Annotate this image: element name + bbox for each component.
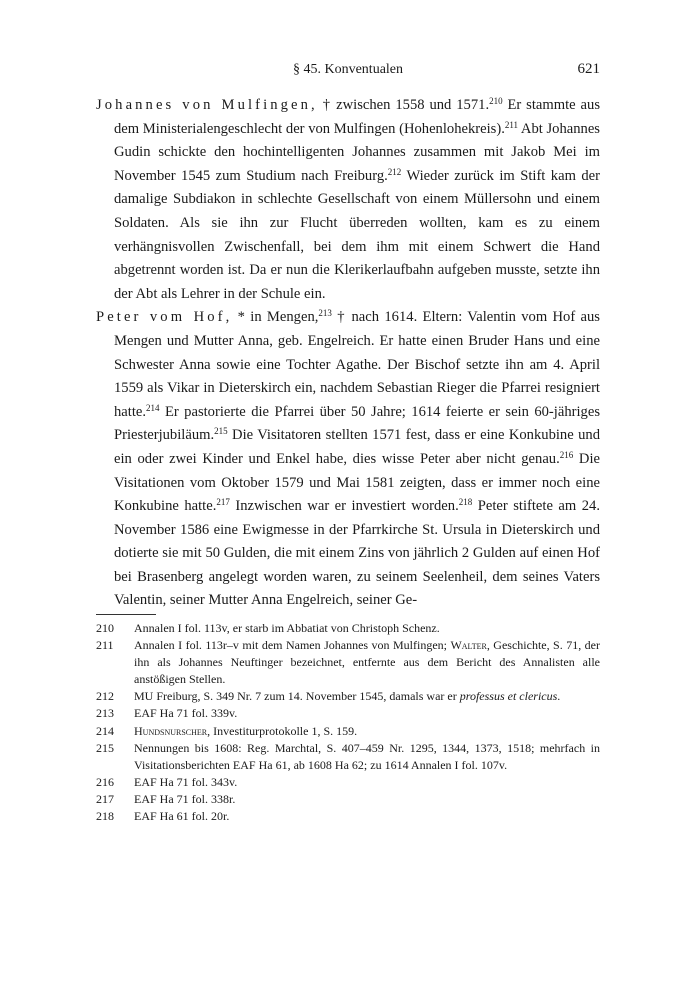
footnote-ref: 210 bbox=[489, 96, 503, 106]
footnote-number: 212 bbox=[96, 689, 114, 704]
footnote: 215 Nennungen bis 1608: Reg. Marchtal, S. 407–459 Nr. 1295, 1344, 1373, 1518; mehrfach in Visitationsberichten EAF Ha 61, ab 1608 Ha 62; zu 1614 Annalen I fol. 107v. bbox=[96, 740, 600, 772]
footnote-ref: 211 bbox=[504, 119, 519, 130]
latin-phrase: professus et clericus bbox=[459, 689, 558, 704]
footnote-ref: 218 bbox=[458, 497, 473, 508]
footnote: 218 EAF Ha 61 fol. 20r. bbox=[96, 808, 600, 825]
footnote-ref: 215 bbox=[214, 426, 228, 437]
entry-name: Johannes von Mulfingen, bbox=[96, 97, 318, 113]
footnote-number: 218 bbox=[96, 809, 114, 824]
footnote: 217 EAF Ha 71 fol. 338r. bbox=[96, 791, 600, 808]
main-text bbox=[96, 94, 600, 613]
footnote: 214 Hundsnurscher, Investiturprotokolle 1, S. 159. bbox=[96, 723, 600, 740]
footnote-number: 213 bbox=[96, 706, 114, 721]
footnote: 213 EAF Ha 71 fol. 339v. bbox=[96, 705, 600, 722]
footnote-number: 215 bbox=[96, 740, 114, 755]
running-header bbox=[96, 62, 600, 82]
footnote-ref: 214 bbox=[146, 402, 160, 413]
entry: Peter vom Hof, * in Mengen,$^{213}$ † nach 1614. Eltern: Valentin vom Hof aus Mengen und Mutter Anna, geb. Engelreich. Er hatte einen Bruder Hans und eine Schwester Anna sowie eine Tochter Agathe. Der Bischof setzte ihn am 4. April 1559 als Vikar in Dieterskirch ein, nachdem Sebastian Rieger die Pfarrei resigniert hatte.$^{214}$ Er pastorierte die Pfarrei über 50 Jahre; 1614 feierte er sein 60-jähriges Priesterjubiläum.$^{215}$ Die Visitatoren stellten 1571 fest, dass er eine Konkubine und ein oder zwei Kinder und Enkel habe, dies wisse Peter aber nicht genau.$^{216}$ Die Visitationen vom Oktober 1579 und Mai 1581 zeigten, dass er immer noch eine Konkubine hatte.$^{217}$ Inzwischen war er investiert worden.$^{218}$ Peter stiftete am 24. November 1586 eine Ewigmesse in der Pfarrkirche St. Ursula in Dieterskirch und dotierte sie mit 50 Gulden, die mit einem Zins von jährlich 2 Gulden auf einen Hof bei Brasenberg angelegt worden waren, zu seinem Seelenheil, dem seines Vaters Valentin, seiner Mutter Anna Engelreich, seiner Ge- bbox=[96, 308, 600, 609]
entry: Johannes von Mulfingen, † zwischen 1558 und 1571.$^{210}$ Er stammte aus dem Ministerialengeschlecht der von Mulfingen (Hohenlohekreis).$^{211}$ Abt Johannes Gudin schickte den hochintelligenten Johannes zusammen mit Jakob Mei im November 1545 zum Studium nach Freiburg.$^{212}$ Wieder zurück im Stift kam der damalige Subdiakon in schlechte Gesellschaft von einem Müllersohn und einem Soldaten. Als sie ihn zur Flucht überreden wollten, kam es zu einem verhängnisvollen Zwischenfall, bei dem ihm mit einem Schwert die Hand abgetrennt worden ist. Da er nun die Klerikerlaufbahn aufgeben musste, setzte ihn der Abt als Lehrer in der Schule ein. bbox=[96, 96, 600, 302]
author-name: Hundsnurscher bbox=[134, 723, 208, 738]
author-name: Walter bbox=[450, 638, 487, 653]
footnote-number: 211 bbox=[96, 638, 114, 653]
footnote-number: 214 bbox=[96, 723, 114, 738]
footnote: 210 Annalen I fol. 113v, er starb im Abbatiat von Christoph Schenz. bbox=[96, 620, 600, 637]
footnote: 212 MU Freiburg, S. 349 Nr. 7 zum 14. November 1545, damals war er professus et clericus. bbox=[96, 688, 600, 705]
entry-name: Peter vom Hof, bbox=[96, 309, 233, 326]
footnotes bbox=[96, 620, 600, 825]
footnote: 216 EAF Ha 71 fol. 343v. bbox=[96, 774, 600, 791]
footnote-number: 210 bbox=[96, 621, 114, 635]
footnote-ref: 213 bbox=[318, 308, 332, 319]
footnote-ref: 216 bbox=[559, 449, 574, 460]
footnote-number: 217 bbox=[96, 791, 114, 806]
footnote-number: 216 bbox=[96, 774, 114, 789]
footnote: 211 Annalen I fol. 113r–v mit dem Namen Johannes von Mulfingen; Walter, Geschichte, S. 71, der ihn als Johannes Neuftinger bezeichnet, entfernte aus dem Bericht des Annalisten alle anstößigen Stellen. bbox=[96, 638, 600, 687]
footnote-separator bbox=[96, 614, 156, 615]
footnote-ref: 217 bbox=[216, 497, 230, 508]
page-number: 621 bbox=[577, 61, 600, 77]
running-title: § 45. Konventualen bbox=[292, 62, 404, 77]
footnote-ref: 212 bbox=[387, 166, 402, 177]
